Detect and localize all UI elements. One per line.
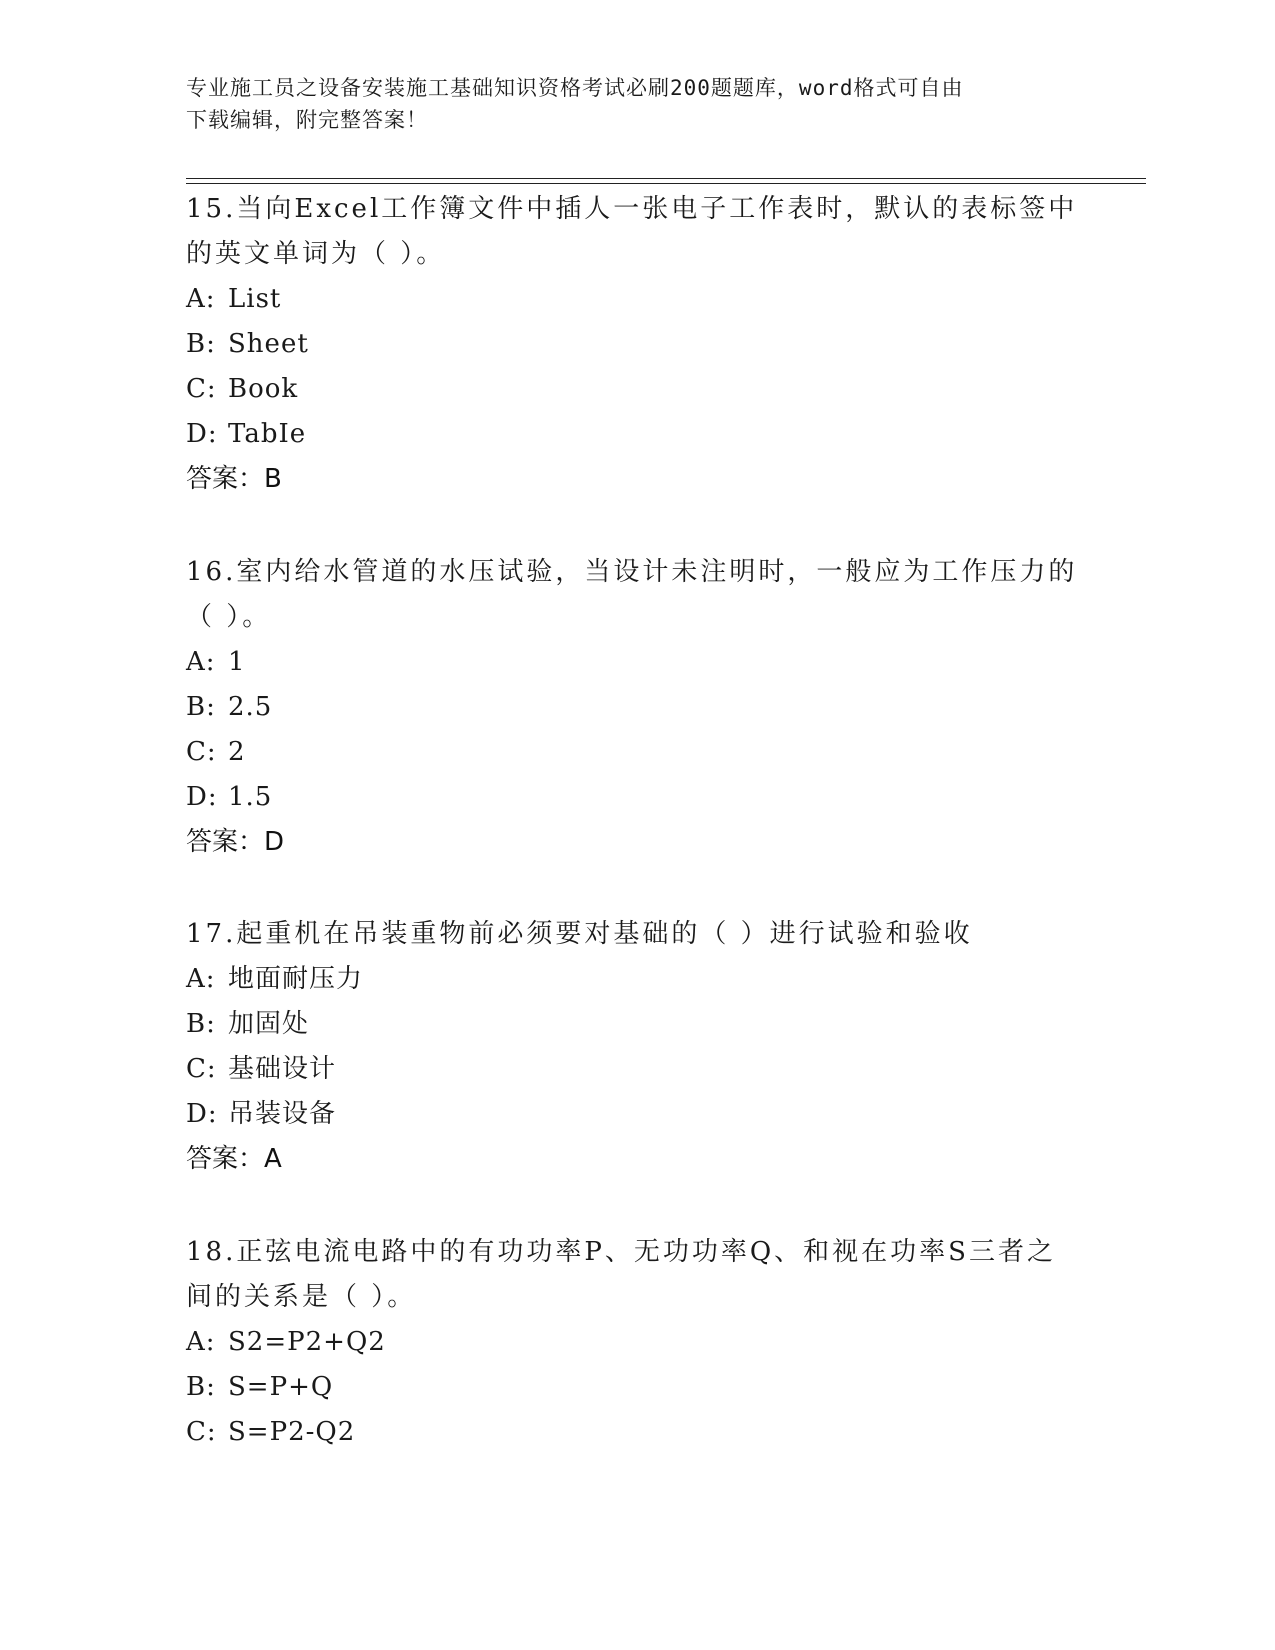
option-text: S2=P2+Q2 bbox=[228, 1327, 386, 1357]
option-text: Book bbox=[228, 374, 299, 404]
option-b bbox=[186, 1365, 1086, 1410]
option-text: 吊装设备 bbox=[228, 1099, 337, 1129]
option-letter: B: bbox=[186, 329, 216, 359]
option-d bbox=[186, 775, 1086, 820]
option-b bbox=[186, 322, 1086, 367]
option-c bbox=[186, 1047, 1086, 1092]
option-b bbox=[186, 1002, 1086, 1047]
option-a bbox=[186, 957, 1086, 1002]
option-c bbox=[186, 730, 1086, 775]
option-text: Sheet bbox=[228, 329, 309, 359]
option-text: 2 bbox=[228, 737, 246, 767]
option-d bbox=[186, 1092, 1086, 1137]
option-text: S=P2-Q2 bbox=[228, 1417, 356, 1447]
question-18 bbox=[186, 1230, 1086, 1455]
answer: 答案：D bbox=[186, 827, 285, 857]
question-text: 17.起重机在吊装重物前必须要对基础的（ ）进行试验和验收 bbox=[186, 919, 973, 949]
question-17 bbox=[186, 912, 1086, 1182]
answer: 答案：B bbox=[186, 464, 282, 494]
option-text: TabIe bbox=[228, 419, 307, 449]
option-d bbox=[186, 412, 1086, 457]
option-b bbox=[186, 685, 1086, 730]
document-header bbox=[186, 72, 1066, 136]
option-a bbox=[186, 640, 1086, 685]
option-text: 1 bbox=[228, 647, 246, 677]
option-text: 加固处 bbox=[228, 1009, 310, 1039]
option-letter: A: bbox=[186, 1327, 216, 1357]
header-divider-bottom bbox=[186, 183, 1146, 184]
question-text-continued: 的英文单词为（ ）。 bbox=[186, 239, 446, 269]
option-letter: C: bbox=[186, 1417, 217, 1447]
option-letter: C: bbox=[186, 1054, 217, 1084]
question-text: 16.室内给水管道的水压试验，当设计未注明时，一般应为工作压力的 bbox=[186, 557, 1078, 587]
option-letter: D: bbox=[186, 419, 218, 449]
answer: 答案：A bbox=[186, 1144, 282, 1174]
option-c bbox=[186, 367, 1086, 412]
option-letter: D: bbox=[186, 1099, 218, 1129]
option-letter: A: bbox=[186, 647, 216, 677]
option-a bbox=[186, 277, 1086, 322]
question-16 bbox=[186, 550, 1086, 865]
option-text: 基础设计 bbox=[228, 1054, 337, 1084]
option-letter: A: bbox=[186, 964, 216, 994]
option-letter: D: bbox=[186, 782, 218, 812]
option-text: List bbox=[228, 284, 282, 314]
option-c bbox=[186, 1410, 1086, 1455]
header-divider-top bbox=[186, 178, 1146, 179]
option-text: 地面耐压力 bbox=[228, 964, 364, 994]
option-letter: B: bbox=[186, 1009, 216, 1039]
option-a bbox=[186, 1320, 1086, 1365]
option-letter: B: bbox=[186, 692, 216, 722]
option-letter: C: bbox=[186, 374, 217, 404]
option-letter: A: bbox=[186, 284, 216, 314]
option-text: 2.5 bbox=[228, 692, 273, 722]
header-line-2: 下载编辑，附完整答案！ bbox=[186, 108, 428, 132]
question-15 bbox=[186, 187, 1086, 502]
option-letter: C: bbox=[186, 737, 217, 767]
question-text-continued: 间的关系是（ ）。 bbox=[186, 1282, 417, 1312]
question-text: 18.正弦电流电路中的有功功率P、无功功率Q、和视在功率S三者之 bbox=[186, 1237, 1056, 1267]
header-line-1: 专业施工员之设备安装施工基础知识资格考试必刷200题题库，word格式可自由 bbox=[186, 76, 964, 100]
question-text: 15.当向Excel工作簿文件中插人一张电子工作表时，默认的表标签中 bbox=[186, 194, 1078, 224]
question-text-continued: （ ）。 bbox=[186, 602, 272, 632]
option-text: 1.5 bbox=[228, 782, 273, 812]
option-letter: B: bbox=[186, 1372, 216, 1402]
option-text: S=P+Q bbox=[228, 1372, 334, 1402]
